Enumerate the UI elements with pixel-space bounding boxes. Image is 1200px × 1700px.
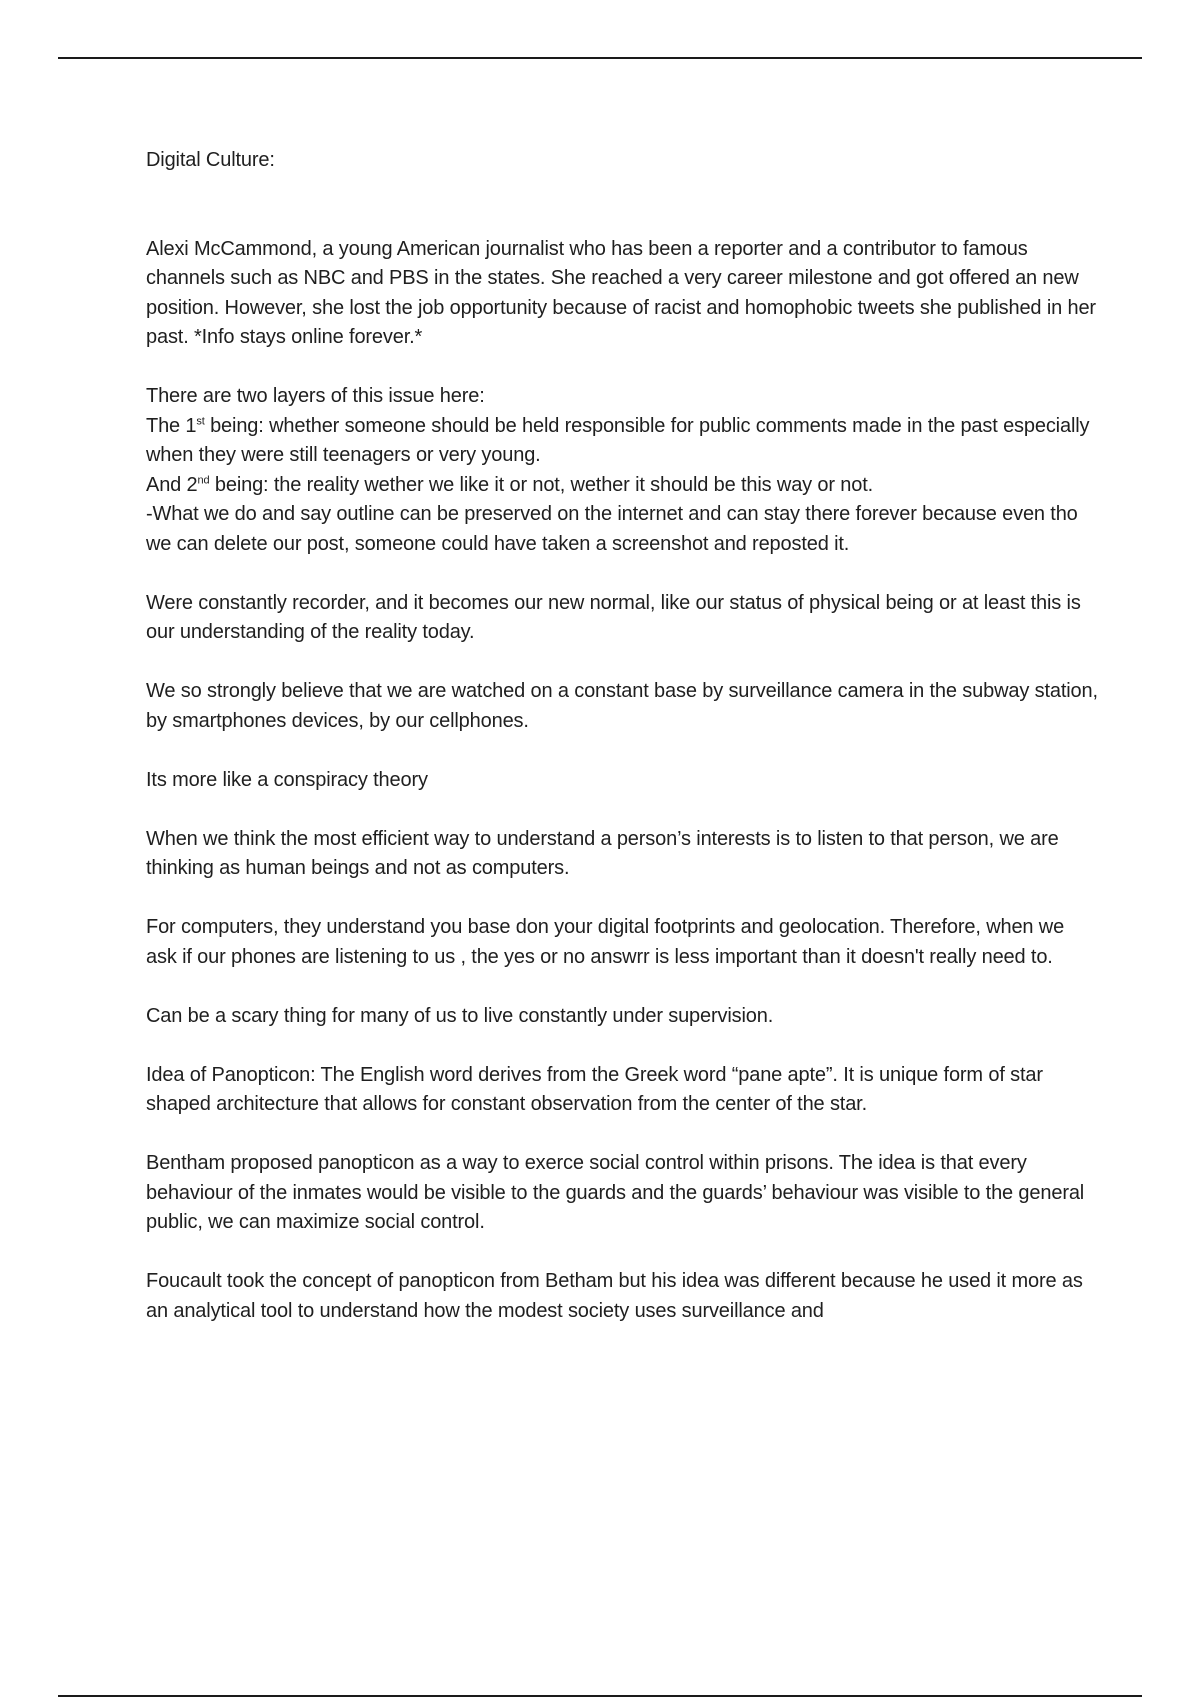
first-layer-text: being: whether someone should be held responsible for public comments made in the past especially when they were still teenagers or very young. bbox=[146, 414, 1090, 466]
document-body bbox=[146, 146, 1098, 1356]
footer-rule bbox=[58, 1695, 1142, 1697]
paragraph-human-vs-computer: When we think the most efficient way to understand a person’s interests is to listen to that person, we are thinking as human beings and not as computers. bbox=[146, 827, 1059, 879]
first-layer bbox=[146, 412, 1098, 471]
paragraph-foucault: Foucault took the concept of panopticon from Betham but his idea was different because he used it more as an analytical tool to understand how the modest society uses surveillance and bbox=[146, 1270, 1083, 1322]
paragraph-recorded: Were constantly recorder, and it becomes our new normal, like our status of physical being or at least this is our understanding of the reality today. bbox=[146, 591, 1081, 643]
paragraph-bentham: Bentham proposed panopticon as a way to exerce social control within prisons. The idea is that every behaviour of the inmates would be visible to the guards and the guards’ behaviour was visible to the general public, we can maximize social control. bbox=[146, 1152, 1085, 1233]
paragraph-panopticon-idea: Idea of Panopticon: The English word derives from the Greek word “pane apte”. It is unique form of star shaped architecture that allows for constant observation from the center of the star. bbox=[146, 1063, 1043, 1115]
second-layer-ordinal: nd bbox=[197, 473, 210, 486]
first-layer-prefix: The 1 bbox=[146, 414, 197, 437]
preserved-online-note: -What we do and say outline can be preserved on the internet and can stay there forever because even tho we can delete our post, someone could have taken a screenshot and reposted it. bbox=[146, 503, 1078, 555]
paragraph-two-layers bbox=[146, 382, 1098, 559]
paragraph-mccammond: Alexi McCammond, a young American journalist who has been a reporter and a contributor to famous channels such as NBC and PBS in the states. She reached a very career milestone and got offered an new position. However, she lost the job opportunity because of racist and homophobic tweets she published in her past. *Info stays online forever.* bbox=[146, 237, 1096, 348]
paragraph-digital-footprints: For computers, they understand you base don your digital footprints and geolocation. Therefore, when we ask if our phones are listening to us , the yes or no answrr is less important than it doesn't really need to. bbox=[146, 916, 1065, 968]
document-title: Digital Culture: bbox=[146, 149, 275, 171]
paragraph-surveillance: We so strongly believe that we are watched on a constant base by surveillance camera in the subway station, by smartphones devices, by our cellphones. bbox=[146, 680, 1098, 732]
header-rule bbox=[58, 57, 1142, 59]
paragraph-supervision: Can be a scary thing for many of us to live constantly under supervision. bbox=[146, 1004, 774, 1027]
first-layer-ordinal: st bbox=[196, 414, 205, 427]
paragraph-conspiracy: Its more like a conspiracy theory bbox=[146, 768, 428, 791]
two-layers-intro: There are two layers of this issue here: bbox=[146, 385, 485, 407]
second-layer-prefix: And 2 bbox=[146, 473, 198, 496]
second-layer-text: being: the reality wether we like it or not, wether it should be this way or not. bbox=[209, 473, 874, 496]
second-layer bbox=[146, 471, 1098, 501]
